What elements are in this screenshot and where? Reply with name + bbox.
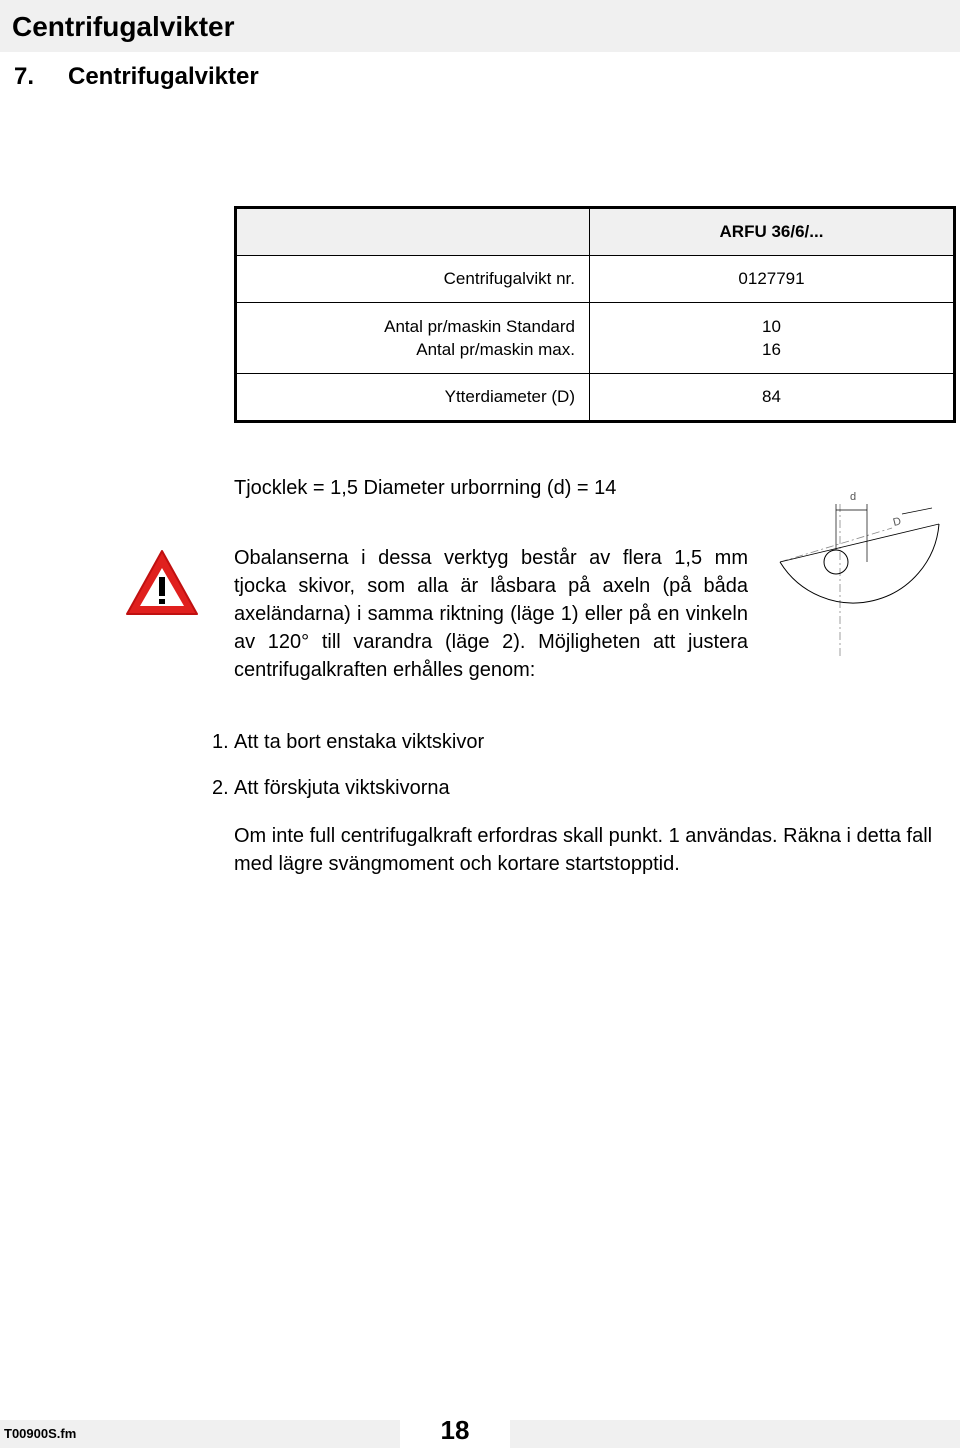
table-row <box>236 374 955 422</box>
spec-value-weight-nr: 0127791 <box>590 256 955 303</box>
footer-file-name: T00900S.fm <box>4 1426 77 1441</box>
section-title: Centrifugalvikter <box>68 63 259 90</box>
spec-value-outer-diameter: 84 <box>590 374 955 422</box>
list-item <box>212 728 484 756</box>
spec-label-outer-diameter: Ytterdiameter (D) <box>236 374 590 422</box>
list-item-text: Att förskjuta viktskivorna <box>234 777 450 799</box>
list-item-number: 2. <box>212 777 229 799</box>
footer-right-bar <box>510 1420 960 1448</box>
description-paragraph: Obalanserna i dessa verktyg består av flera 1,5 mm tjocka skivor, som alla är låsbara på axeln (på båda axeländarna) i samma riktning (läge 1) eller på en vinkeln av 120° till varandra (läge 2). Möjligheten att justera centrifugalkraften erhålles genom: <box>234 547 748 681</box>
warning-triangle-icon <box>124 548 200 623</box>
list-item-text: Att ta bort enstaka viktskivor <box>234 731 485 753</box>
table-row <box>236 303 955 374</box>
page-header <box>0 0 960 54</box>
diagram-label-d: d <box>850 491 857 503</box>
spec-table <box>234 206 956 423</box>
list-item-number: 1. <box>212 731 229 753</box>
spec-label-count <box>236 303 590 374</box>
spec-label-count-max: Antal pr/maskin max. <box>416 340 575 359</box>
spec-model: ARFU 36/6/... <box>590 208 955 256</box>
page-number: 18 <box>440 1415 470 1445</box>
spec-table-header-row <box>236 208 955 256</box>
options-list <box>212 728 484 756</box>
note-paragraph: Om inte full centrifugalkraft erfordras skall punkt. 1 användas. Räkna i detta fall med lägre svängmoment och kortare startstopptid. <box>234 825 933 875</box>
spec-table-header-blank <box>236 208 590 256</box>
table-row <box>236 256 955 303</box>
spec-label-weight-nr: Centrifugalvikt nr. <box>236 256 590 303</box>
section-number: 7. <box>14 63 35 90</box>
spec-value-count <box>590 303 955 374</box>
spec-label-count-standard: Antal pr/maskin Standard <box>384 317 575 336</box>
list-item <box>212 774 450 802</box>
thickness-line: Tjocklek = 1,5 Diameter urborrning (d) = 14 <box>234 477 617 499</box>
footer-left-bar <box>0 1420 400 1448</box>
spec-value-count-max: 16 <box>762 340 781 359</box>
spec-value-count-standard: 10 <box>762 317 781 336</box>
header-title: Centrifugalvikter <box>12 11 235 42</box>
diagram-label-D: D <box>891 515 903 529</box>
section-heading <box>14 62 259 92</box>
weight-disc-diagram <box>772 484 948 669</box>
options-list-2 <box>212 774 450 802</box>
